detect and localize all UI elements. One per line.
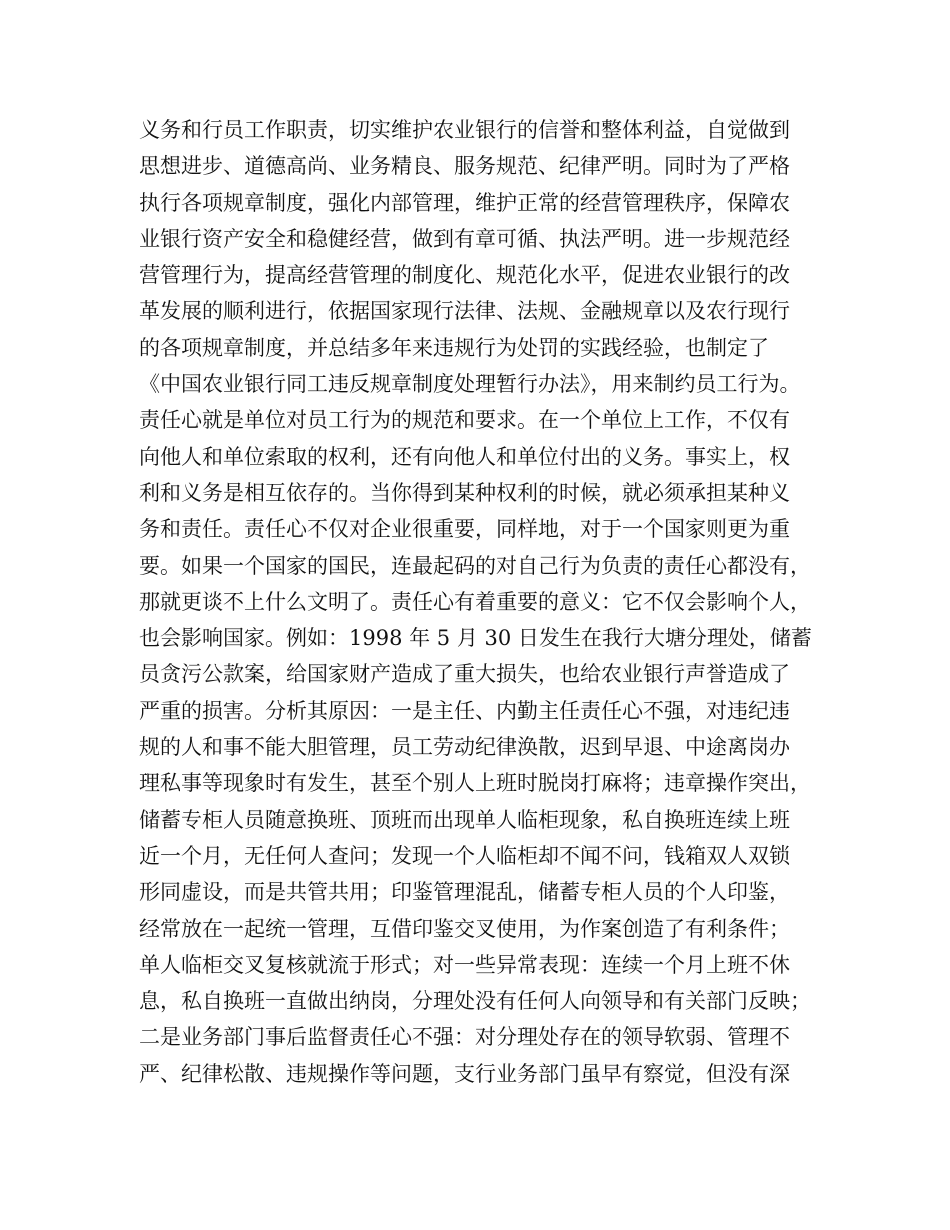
text-line: 营管理行为，提高经营管理的制度化、规范化水平，促进农业银行的改 [139,263,790,288]
text-line: 二是业务部门事后监督责任心不强：对分理处存在的领导软弱、管理不 [139,1025,790,1050]
text-line: 形同虚设，而是共管共用；印鉴管理混乱，储蓄专柜人员的个人印鉴， [139,880,790,905]
text-line: 利和义务是相互依存的。当你得到某种权利的时候，就必须承担某种义 [139,480,790,505]
text-line: 严、纪律松散、违规操作等问题，支行业务部门虽早有察觉，但没有深 [139,1061,790,1086]
text-line: 规的人和事不能大胆管理，员工劳动纪律涣散，迟到早退、中途离岗办 [139,735,790,760]
text-line: 经常放在一起统一管理，互借印鉴交叉使用，为作案创造了有利条件； [139,916,790,941]
text-line: 业银行资产安全和稳健经营，做到有章可循、执法严明。进一步规范经 [139,226,790,251]
text-line: 员贪污公款案，给国家财产造成了重大损失，也给农业银行声誉造成了 [139,662,790,687]
text-line: 那就更谈不上什么文明了。责任心有着重要的意义：它不仅会影响个人， [139,589,811,614]
text-line: 储蓄专柜人员随意换班、顶班而出现单人临柜现象，私自换班连续上班 [139,807,790,832]
text-line: 的各项规章制度，并总结多年来违规行为处罚的实践经验，也制定了 [139,335,769,360]
text-line: 严重的损害。分析其原因：一是主任、内勤主任责任心不强，对违纪违 [139,698,790,723]
text-line: 也会影响国家。例如：1998 年 5 月 30 日发生在我行大塘分理处，储蓄 [139,626,812,651]
text-line: 责任心就是单位对员工行为的规范和要求。在一个单位上工作，不仅有 [139,408,790,433]
text-line: 执行各项规章制度，强化内部管理，维护正常的经营管理秩序，保障农 [139,190,790,215]
text-line: 近一个月，无任何人查问；发现一个人临柜却不闻不问，钱箱双人双锁 [139,843,790,868]
text-line: 义务和行员工作职责，切实维护农业银行的信誉和整体利益，自觉做到 [139,118,790,142]
body-text [139,112,839,1092]
text-line: 要。如果一个国家的国民，连最起码的对自己行为负责的责任心都没有， [139,553,811,578]
text-line: 向他人和单位索取的权利，还有向他人和单位付出的义务。事实上，权 [139,444,790,469]
text-line: 息，私自换班一直做出纳岗，分理处没有任何人向领导和有关部门反映； [139,989,811,1014]
text-line: 思想进步、道德高尚、业务精良、服务规范、纪律严明。同时为了严格 [139,154,790,179]
text-line: 革发展的顺利进行，依据国家现行法律、法规、金融规章以及农行现行 [139,299,790,324]
text-line: 单人临柜交叉复核就流于形式；对一些异常表现：连续一个月上班不休 [139,952,790,977]
text-line: 理私事等现象时有发生，甚至个别人上班时脱岗打麻将；违章操作突出， [139,771,811,796]
text-line: 《中国农业银行同工违反规章制度处理暂行办法》，用来制约员工行为。 [139,372,801,397]
text-line: 务和责任。责任心不仅对企业很重要，同样地，对于一个国家则更为重 [139,517,790,542]
